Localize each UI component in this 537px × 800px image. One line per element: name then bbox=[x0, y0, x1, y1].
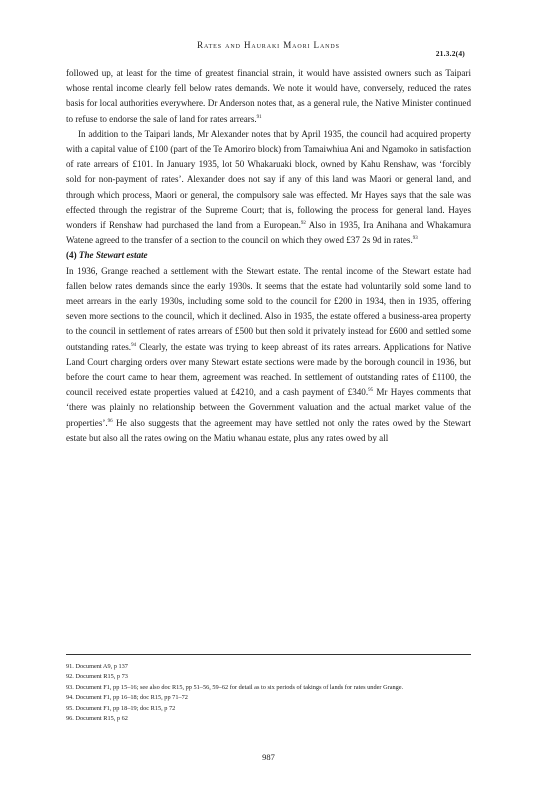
footnote: 96. Document R15, p 62 bbox=[66, 715, 128, 723]
paragraph-text: Clearly, the estate was trying to keep abreast of its rates arrears. Applications for Native Land Court charging orders over many Stewart estate sections were made by the borough council in 1936, but before the court came to hear them, agreement was reached. In settlement of outstanding rates of £1100, the council received estate properties valued at £4210, and a cash payment of £340. bbox=[66, 341, 471, 398]
footnote-ref: 92 bbox=[300, 221, 306, 226]
paragraph-text: In 1936, Grange reached a settlement with the Stewart estate. The rental income of the Stewart estate had fallen below rates demands since the early 1930s. It seems that the estate had voluntarily sold some land to meet arrears in the early 1930s, including some sold to the council for £200 in 1934, then in 1935, offering seven more sections to the council, which it declined. Also in 1935, the estate offered a business-area property to the council in settlement of rates arrears of £500 but then sold it privately instead for £600 and settled some outstanding rates. bbox=[66, 265, 471, 352]
footnote-divider bbox=[66, 654, 471, 655]
footnote: 92. Document R15, p 73 bbox=[66, 673, 128, 681]
section-heading-number: (4) bbox=[66, 250, 79, 261]
section-reference: 21.3.2(4) bbox=[435, 49, 465, 58]
footnote-ref: 96 bbox=[107, 418, 113, 424]
footnote: 95. Document F1, pp 18–19; doc R15, p 72 bbox=[66, 704, 176, 712]
footnote-ref: 91 bbox=[256, 114, 262, 120]
footnote: 91. Document A9, p 137 bbox=[66, 663, 128, 670]
page-number: 987 bbox=[262, 752, 275, 762]
section-heading bbox=[66, 248, 471, 263]
footnote: 93. Document F1, pp 15–16; see also doc R15, pp 51–56, 59–62 for detail as to six periods of takings of lands for rates under Grange. bbox=[66, 683, 404, 691]
paragraph-text: In addition to the Taipari lands, Mr Alexander notes that by April 1935, the council had acquired property with a capital value of £100 (part of the Te Amoriro block) from Tamaiwhiua Ani and Ngamoko in satisfaction of rate arrears of £101. In January 1935, lot 50 Whakaruaki block, owned by Kahu Renshaw, was ‘forcibly sold for non-payment of rates’. Alexander does not say if any of this land was Maori or general land, and through which process, Maori or general, the compulsory sale was effected. Mr Hayes says that the sale was effected through the registrar of the Supreme Court; that is, following the process for general land. Hayes wonders if Renshaw had purchased the land from a European. bbox=[66, 128, 471, 231]
paragraph-stewart-estate bbox=[66, 264, 471, 446]
footnote-ref: 94 bbox=[131, 342, 137, 348]
footnote-ref: 95 bbox=[368, 388, 374, 394]
body-text bbox=[66, 66, 471, 446]
paragraph-text: followed up, at least for the time of greatest financial strain, it would have assisted owners such as Taipari whose rental income clearly fell below rates demands. We note it would have, conversely, reduced the rates basis for local authorities everywhere. Dr Anderson notes that, as a general rule, the Native Minister continued to refuse to endorse the sale of land for rates arrears. bbox=[66, 68, 471, 124]
running-head: Rates and Hauraki Maori Lands bbox=[197, 40, 340, 50]
paragraph-taipari bbox=[66, 127, 471, 249]
paragraph-text: Mr Hayes comments that ‘there was plainly no relationship between the Government valuation and the actual market value of the properties’. bbox=[66, 387, 472, 428]
section-heading-title: The Stewart estate bbox=[78, 250, 148, 261]
paragraph-text: He also suggests that the agreement may have settled not only the rates owed by the Stewart estate but also all the rates owing on the Matiu whanau estate, plus any rates owed by all bbox=[66, 417, 471, 443]
footnote: 94. Document F1, pp 16–18; doc R15, pp 71–72 bbox=[66, 694, 188, 702]
footnotes bbox=[66, 662, 471, 724]
paragraph-text: Also in 1935, Ira Anihana and Whakamura Watene agreed to the transfer of a section to the council on which they owed £37 2s 9d in rates. bbox=[66, 220, 471, 246]
footnote-ref: 93 bbox=[412, 236, 418, 242]
paragraph-continued bbox=[66, 66, 471, 127]
